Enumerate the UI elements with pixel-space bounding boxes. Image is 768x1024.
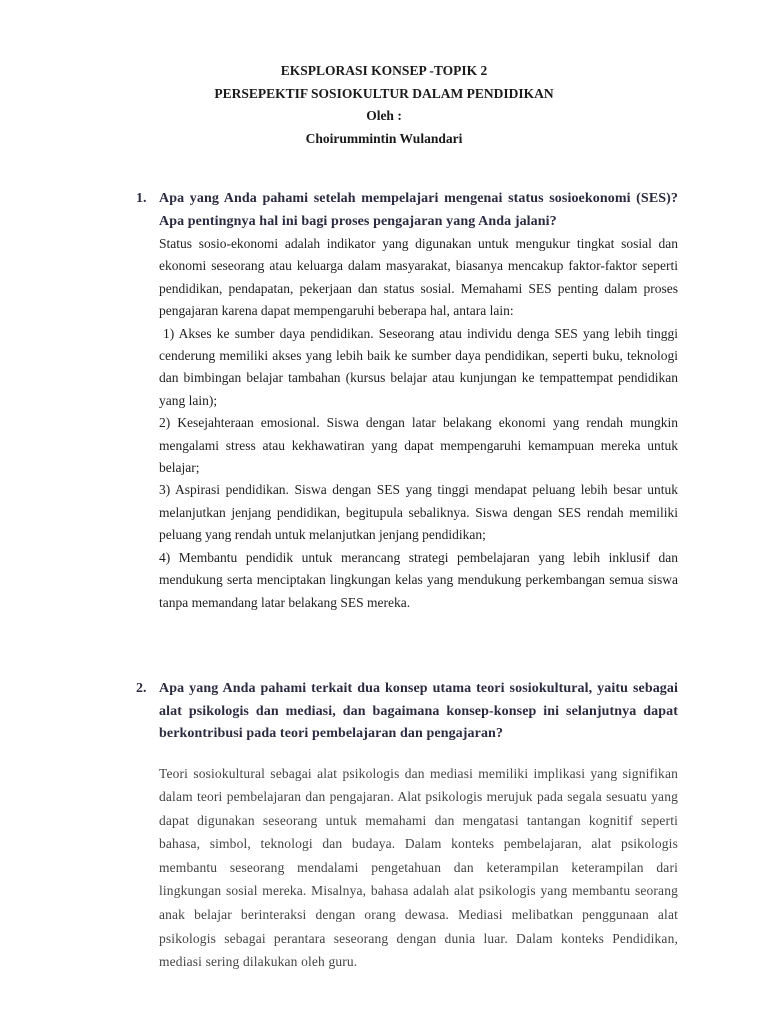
answer-point: 4) Membantu pendidik untuk merancang strategi pembelajaran yang lebih inklusif dan mendukung serta menciptakan lingkungan kelas yang mendukung perkembangan semua siswa tanpa memandang latar belakang SES mereka.	[159, 549, 678, 610]
answer-point: 2) Kesejahteraan emosional. Siswa dengan latar belakang ekonomi yang rendah mungkin mengalami stress atau kekhawatiran yang dapat mempengaruhi kemampuan mereka untuk belajar;	[159, 415, 678, 476]
question-number: 2.	[136, 681, 147, 696]
by-label: Oleh :	[366, 108, 402, 123]
document-header	[0, 60, 768, 150]
answer-body: Teori sosiokultural sebagai alat psikologis dan mediasi memiliki implikasi yang signifikan dalam teori pembelajaran dan pengajaran. Alat psikologis merujuk pada segala sesuatu yang dapat digunakan seseorang untuk memahami dan mengatasi tantangan kognitif seperti bahasa, simbol, teknologi dan budaya. Dalam konteks pembelajaran, alat psikologis membantu seseorang mendalami pengetahuan dan keterampilan keterampilan dari lingkungan sosial mereka. Misalnya, bahasa adalah alat psikologis yang membantu seorang anak belajar berinteraksi dengan orang dewasa. Mediasi melibatkan penggunaan alat psikologis sebagai perantara seseorang dengan dunia luar. Dalam konteks Pendidikan, mediasi sering dilakukan oleh guru.	[159, 765, 678, 970]
answer-point: 1) Akses ke sumber daya pendidikan. Seseorang atau individu denga SES yang lebih tinggi cenderung memiliki akses yang lebih baik ke sumber daya pendidikan, seperti buku, teknologi dan bimbingan belajar tambahan (kursus belajar atau kunjungan ke tempattempat pendidikan yang lain);	[159, 325, 678, 408]
answer-body	[159, 233, 678, 614]
question-title: Apa yang Anda pahami terkait dua konsep utama teori sosiokultural, yaitu sebagai alat psikologis dan mediasi, dan bagaimana konsep-konsep ini selanjutnya dapat berkontribusi pada teori pembelajaran dan pengajaran?	[159, 681, 678, 741]
answer-point: 3) Aspirasi pendidikan. Siswa dengan SES yang tinggi mendapat peluang lebih besar untuk melanjutkan jenjang pendidikan, begitupula sebaliknya. Siswa dengan SES rendah memiliki peluang yang rendah untuk melanjutkan jenjang pendidikan;	[159, 482, 678, 543]
question-2	[136, 678, 678, 974]
author-name: Choirummintin Wulandari	[305, 130, 463, 146]
question-title: Apa yang Anda pahami setelah mempelajari mengenai status sosioekonomi (SES)? Apa pentingnya hal ini bagi proses pengajaran yang Anda jalani?	[159, 191, 678, 229]
question-number: 1.	[136, 191, 147, 206]
question-1	[136, 188, 678, 614]
document-title: PERSEPEKTIF SOSIOKULTUR DALAM PENDIDIKAN	[214, 85, 554, 101]
answer-intro: Status sosio-ekonomi adalah indikator yang digunakan untuk mengukur tingkat sosial dan ekonomi seseorang atau keluarga dalam masyarakat, biasanya mencakup faktor-faktor seperti pendidikan, pendapatan, pekerjaan dan status sosial. Memahami SES penting dalam proses pengajaran karena dapat mempengaruhi beberapa hal, antara lain:	[159, 236, 678, 319]
topic-title: EKSPLORASI KONSEP -TOPIK 2	[280, 63, 488, 78]
